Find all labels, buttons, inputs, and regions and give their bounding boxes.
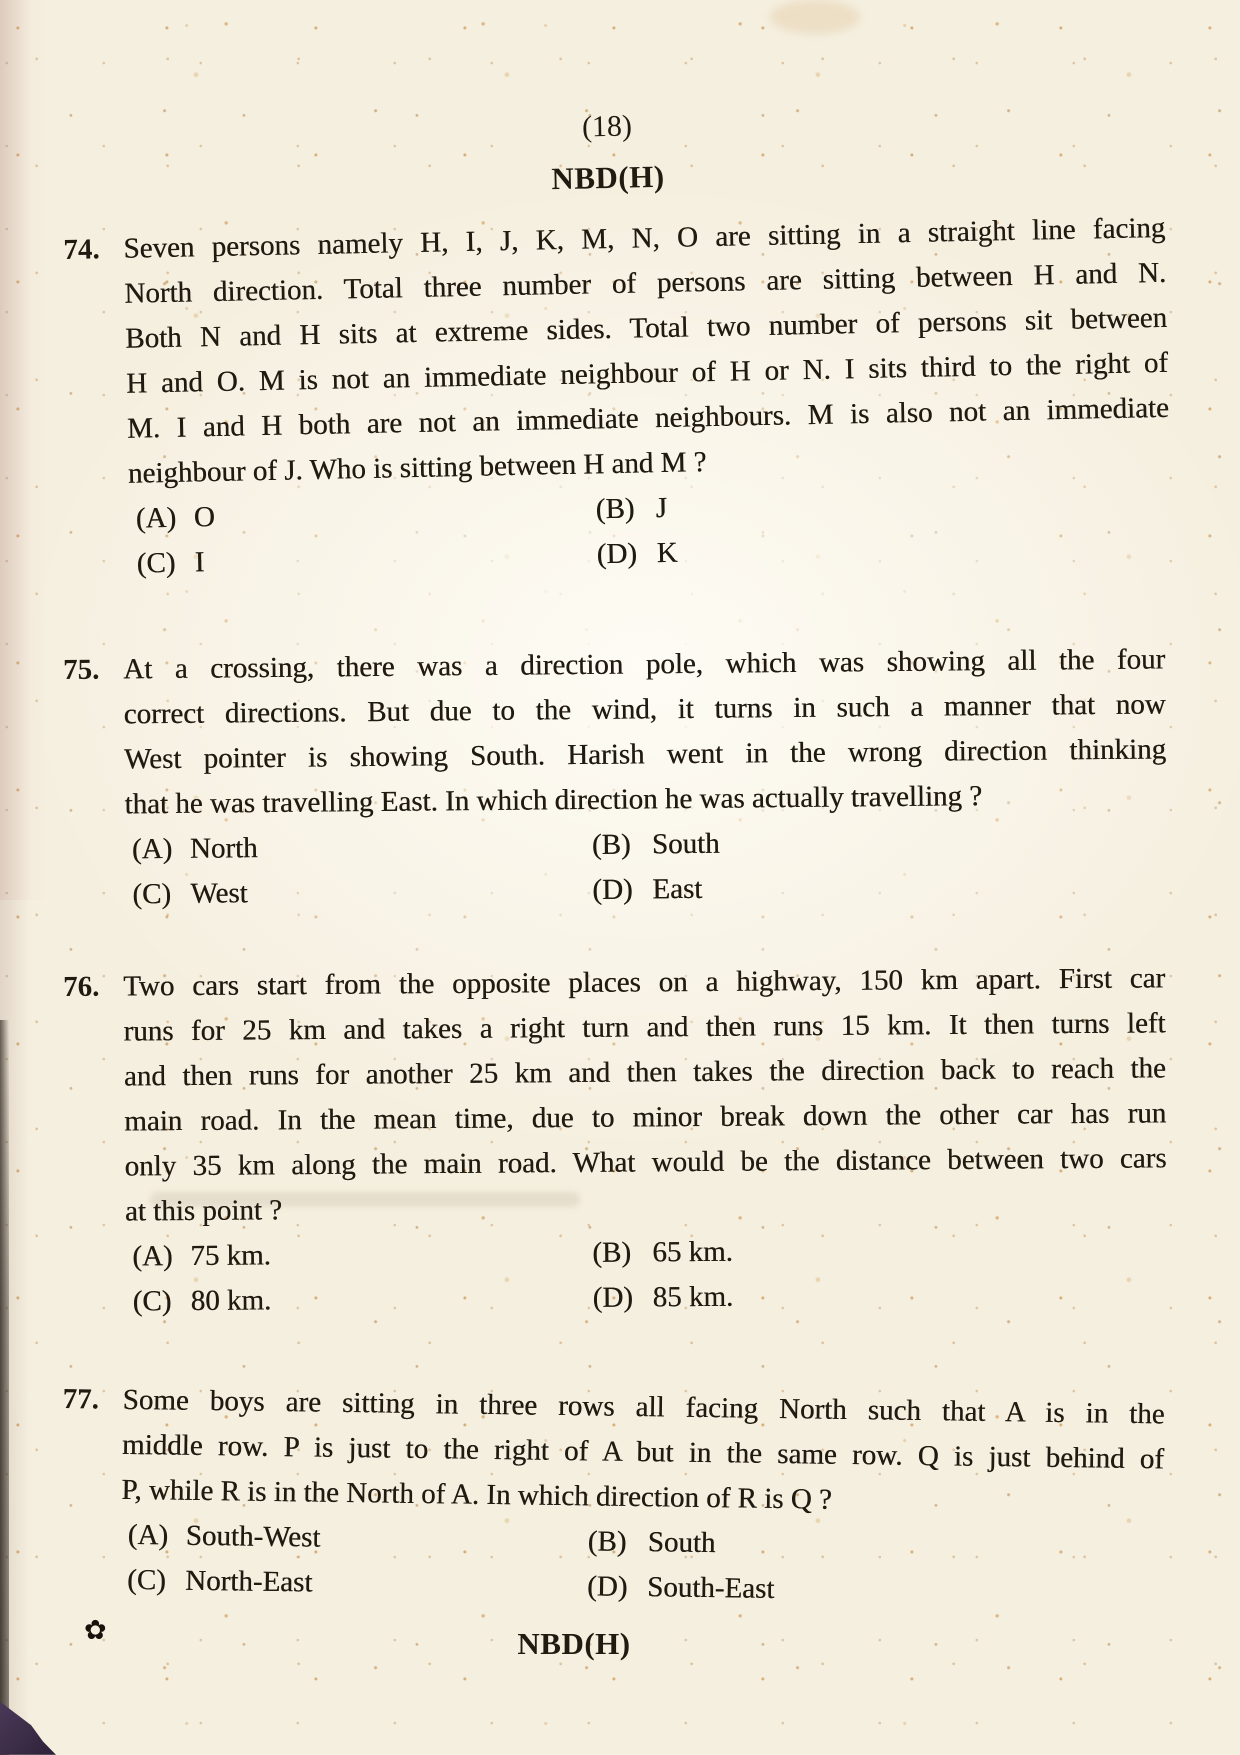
question: [63, 956, 1171, 1325]
option-letter: (A): [131, 832, 173, 866]
option-letter: (B): [595, 492, 635, 526]
page-number: (18): [581, 109, 633, 144]
question-line: Two cars start from the opposite places on a highway, 150 km apart. First car: [123, 962, 1166, 1003]
option-letter: (A): [132, 1240, 173, 1273]
option-letter: (C): [136, 546, 176, 580]
option: [592, 1230, 733, 1276]
option: [587, 1519, 715, 1566]
option-row: [125, 1271, 1167, 1324]
question-line: West pointer is showing South. Harish went in the wrong direction thinking: [123, 733, 1167, 776]
question-body: [123, 956, 1168, 1324]
question-line: P, while R is in the North of A. In which direction of R is Q ?: [121, 1473, 833, 1516]
option-letter: (C): [126, 1563, 167, 1597]
option: [596, 531, 678, 578]
option-letter: (C): [132, 877, 172, 911]
option-letter: (D): [596, 537, 638, 571]
question-line: that he was travelling East. In which direction he was actually travelling ?: [124, 780, 983, 821]
question-number: 74.: [63, 233, 101, 266]
question-line: runs for 25 km and takes a right turn and then runs 15 km. It then turns left: [123, 1007, 1166, 1048]
question-line: At a crossing, there was a direction pole, which was showing all the four: [123, 643, 1166, 686]
florette-icon: ✿: [84, 1615, 107, 1645]
option-letter: (B): [592, 1236, 632, 1269]
question-line: Seven persons namely H, I, J, K, M, N, O are sitting in a straight line facing: [123, 211, 1166, 265]
option-text: North-East: [184, 1564, 313, 1599]
option-letter: (D): [592, 1281, 634, 1314]
question-line: Some boys are sitting in three rows all facing North such that A is in the: [122, 1383, 1165, 1431]
option: [132, 1276, 592, 1325]
option-text: O: [193, 501, 216, 534]
option-row: [125, 1226, 1167, 1279]
option-text: K: [656, 536, 678, 570]
question: [60, 1377, 1168, 1617]
question-line: North direction. Total three number of persons are sitting between H and N.: [124, 256, 1167, 310]
option: [587, 1564, 775, 1612]
option-text: South-West: [185, 1519, 321, 1554]
option-letter: (D): [592, 873, 633, 906]
option-text: 75 km.: [190, 1239, 271, 1273]
option-text: West: [190, 877, 248, 910]
option: [132, 868, 592, 917]
question-line: and then runs for another 25 km and then takes the direction back to reach the: [123, 1052, 1166, 1093]
question-line: Both N and H sits at extreme sides. Total two number of persons sit between: [124, 301, 1168, 355]
question-number: 75.: [63, 653, 100, 686]
option-text: 80 km.: [190, 1284, 272, 1318]
option-text: South: [647, 1526, 716, 1560]
option-text: East: [652, 872, 703, 906]
option-text: 65 km.: [652, 1235, 733, 1269]
question-line: main road. In the mean time, due to minor break down the other car has run: [124, 1097, 1167, 1138]
option-row: [125, 862, 1167, 917]
option: [592, 822, 720, 868]
option-text: 85 km.: [652, 1280, 734, 1314]
question-line: M. I and H both are not an immediate neighbours. M is also not an immediate: [126, 391, 1170, 445]
option-text: South: [651, 827, 720, 861]
option: [595, 486, 667, 532]
option-text: I: [194, 546, 205, 579]
question-line: H and O. M is not an immediate neighbour of H or N. I sits third to the right of: [125, 346, 1169, 400]
option-letter: (C): [132, 1285, 172, 1318]
question-line: only 35 km along the main road. What would be the distance between two cars: [124, 1142, 1167, 1183]
option-letter: (A): [127, 1518, 169, 1552]
question-body: [123, 206, 1172, 587]
option-letter: (A): [135, 501, 177, 535]
question: [63, 206, 1175, 588]
question-line: at this point ?: [124, 1194, 283, 1228]
option: [136, 532, 597, 586]
question-number: 76.: [63, 970, 100, 1003]
question-line: neighbour of J. Who is sitting between H and M ?: [127, 446, 707, 490]
option: [592, 867, 702, 913]
option: [132, 1231, 592, 1280]
option-text: North: [189, 832, 258, 865]
paper-code-header: NBD(H): [551, 158, 665, 197]
question-body: [123, 637, 1168, 917]
question-body: [120, 1378, 1165, 1618]
option: [127, 1513, 588, 1564]
question-number: 77.: [62, 1382, 100, 1416]
option-letter: (B): [587, 1525, 627, 1558]
option: [592, 1275, 733, 1321]
question-line: correct directions. But due to the wind, it turns in such a manner that now: [123, 688, 1166, 731]
option-text: South-East: [646, 1571, 775, 1605]
option-letter: (B): [591, 828, 631, 861]
option: [127, 1558, 588, 1609]
paper-stain: [770, 0, 860, 34]
option-text: J: [655, 491, 668, 525]
option: [132, 823, 592, 872]
option-letter: (D): [586, 1570, 628, 1603]
question-line: middle row. P is just to the right of A but in the same row. Q is just behind of: [121, 1428, 1165, 1476]
paper-code-footer: NBD(H): [517, 1626, 631, 1661]
question: [63, 637, 1171, 918]
